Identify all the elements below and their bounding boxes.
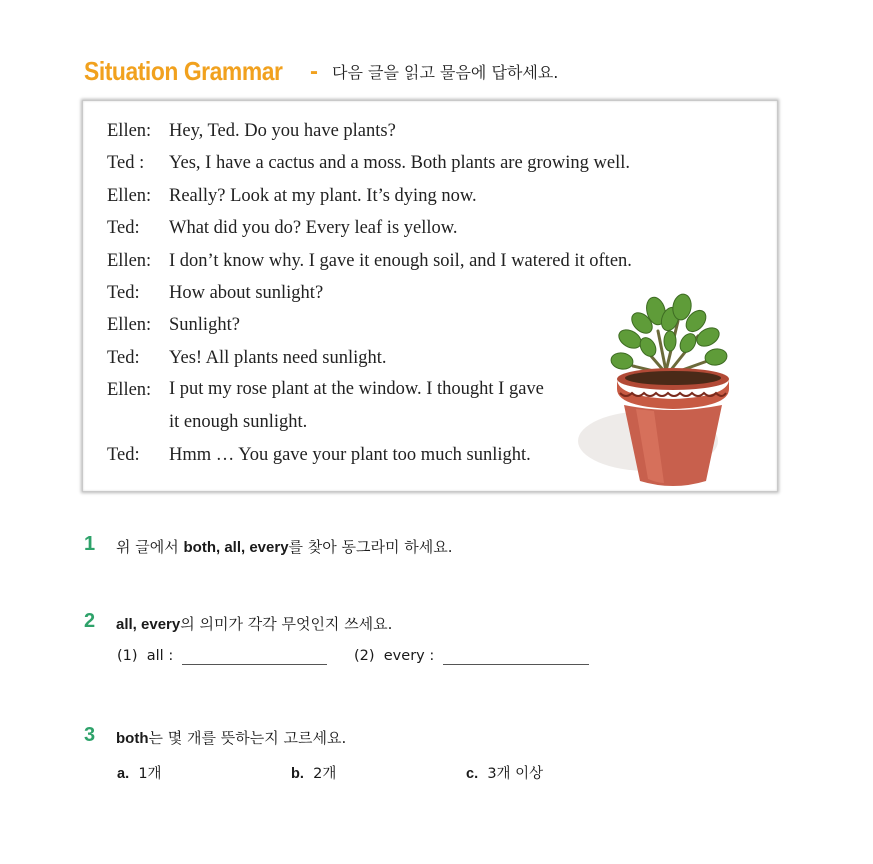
speaker: Ellen: bbox=[107, 380, 152, 401]
speech: Yes! All plants need sunlight. bbox=[169, 347, 387, 368]
option-c[interactable]: c. 3개 이상 bbox=[466, 766, 544, 782]
speech: Hmm … You gave your plant too much sunlight. bbox=[169, 444, 531, 465]
speaker: Ted : bbox=[107, 153, 145, 174]
speaker: Ted: bbox=[107, 282, 140, 303]
option-b[interactable]: b. 2개 bbox=[291, 766, 337, 782]
option-a[interactable]: a. 1개 bbox=[117, 766, 162, 782]
question-text: all, every의 의미가 각각 무엇인지 쓰세요. bbox=[116, 615, 393, 633]
speaker: Ellen: bbox=[107, 185, 152, 206]
question-number: 2 bbox=[84, 610, 96, 632]
speech: Sunlight? bbox=[169, 315, 240, 336]
question-text: both는 몇 개를 뜻하는지 고르세요. bbox=[116, 729, 347, 747]
speech: Really? Look at my plant. It’s dying now. bbox=[169, 185, 477, 206]
dialogue-card bbox=[82, 100, 778, 492]
speaker: Ellen: bbox=[107, 315, 152, 336]
speech: Hey, Ted. Do you have plants? bbox=[169, 121, 396, 141]
question-text: 위 글에서 both, all, every를 찾아 동그라미 하세요. bbox=[116, 538, 453, 556]
answer-blank-every[interactable] bbox=[443, 664, 589, 665]
question-number: 3 bbox=[84, 724, 96, 746]
speech: What did you do? Every leaf is yellow. bbox=[169, 218, 458, 239]
section-title: Situation Grammar bbox=[84, 56, 283, 86]
speech: I don’t know why. I gave it enough soil, and I watered it often. bbox=[169, 250, 632, 271]
answer-blank-all[interactable] bbox=[182, 664, 327, 665]
title-dash: - bbox=[310, 57, 318, 85]
section-header bbox=[84, 56, 558, 87]
speech: I put my rose plant at the window. I thought I gave it enough sunlight. bbox=[169, 379, 544, 432]
section-instruction: 다음 글을 읽고 물음에 답하세요. bbox=[332, 63, 559, 82]
sub-question-1: (1) all : bbox=[117, 648, 174, 664]
dialogue-line bbox=[107, 283, 609, 315]
dialogue-line bbox=[107, 315, 609, 347]
speaker: Ted: bbox=[107, 444, 140, 465]
speaker: Ted: bbox=[107, 347, 140, 368]
speaker: Ellen: bbox=[107, 250, 152, 271]
dialogue-line bbox=[107, 380, 609, 445]
sub-question-2: (2) every : bbox=[354, 648, 435, 664]
dialogue-line bbox=[107, 121, 609, 153]
dialogue-line bbox=[107, 218, 609, 250]
dialogue-line bbox=[107, 153, 631, 185]
speaker: Ellen: bbox=[107, 121, 152, 141]
speech: How about sunlight? bbox=[169, 282, 324, 303]
dialogue-line bbox=[107, 186, 609, 218]
dialogue-line bbox=[107, 250, 632, 283]
dialogue bbox=[107, 121, 632, 477]
potted-plant-image bbox=[578, 281, 753, 491]
question-number: 1 bbox=[84, 533, 96, 555]
dialogue-line bbox=[107, 445, 609, 477]
speaker: Ted: bbox=[107, 218, 140, 239]
speech: Yes, I have a cactus and a moss. Both plants are growing well. bbox=[169, 153, 631, 174]
